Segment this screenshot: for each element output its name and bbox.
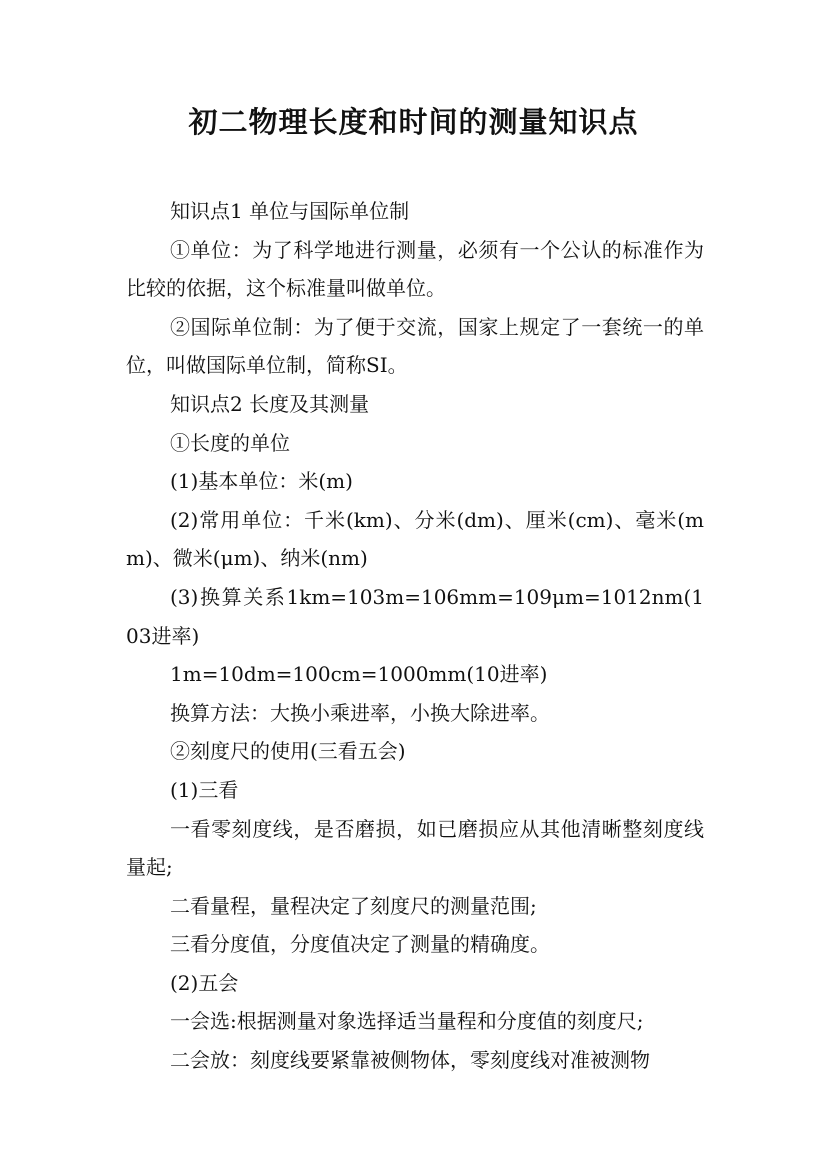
paragraph-14: 二看量程，量程决定了刻度尺的测量范围;: [170, 893, 537, 918]
paragraph-17: 一会选:根据测量对象选择适当量程和分度值的刻度尺;: [170, 1009, 644, 1034]
paragraph-18: 二会放：刻度线要紧靠被侧物体，零刻度线对准被测物: [170, 1048, 650, 1073]
paragraph-7: (2)常用单位：千米(km)、分米(dm)、厘米(cm)、毫米(mm)、微米(μm)、纳米(nm): [126, 507, 704, 571]
document-title: 初二物理长度和时间的测量知识点: [188, 105, 639, 139]
paragraph-1: 知识点1 单位与国际单位制: [170, 199, 410, 223]
document-body: [126, 192, 704, 1080]
paragraph-3: ②国际单位制：为了便于交流，国家上规定了一套统一的单位，叫做国际单位制，简称SI。: [126, 314, 704, 378]
paragraph-12: (1)三看: [170, 777, 239, 802]
paragraph-16: (2)五会: [170, 970, 239, 995]
paragraph-9: 1m=10dm=100cm=1000mm(10进率): [170, 662, 548, 687]
paragraph-11: ②刻度尺的使用(三看五会): [170, 739, 406, 764]
paragraph-8: (3)换算关系1km=103m=106mm=109μm=1012nm(103进率): [126, 584, 704, 648]
paragraph-10: 换算方法：大换小乘进率，小换大除进率。: [170, 700, 550, 725]
paragraph-2: ①单位：为了科学地进行测量，必须有一个公认的标准作为比较的依据，这个标准量叫做单位。: [126, 237, 704, 301]
paragraph-15: 三看分度值，分度值决定了测量的精确度。: [170, 932, 550, 957]
paragraph-6: (1)基本单位：米(m): [170, 469, 353, 494]
paragraph-5: ①长度的单位: [170, 430, 290, 455]
paragraph-13: 一看零刻度线，是否磨损，如已磨损应从其他清晰整刻度线量起;: [126, 816, 704, 880]
paragraph-4: 知识点2 长度及其测量: [170, 391, 370, 416]
